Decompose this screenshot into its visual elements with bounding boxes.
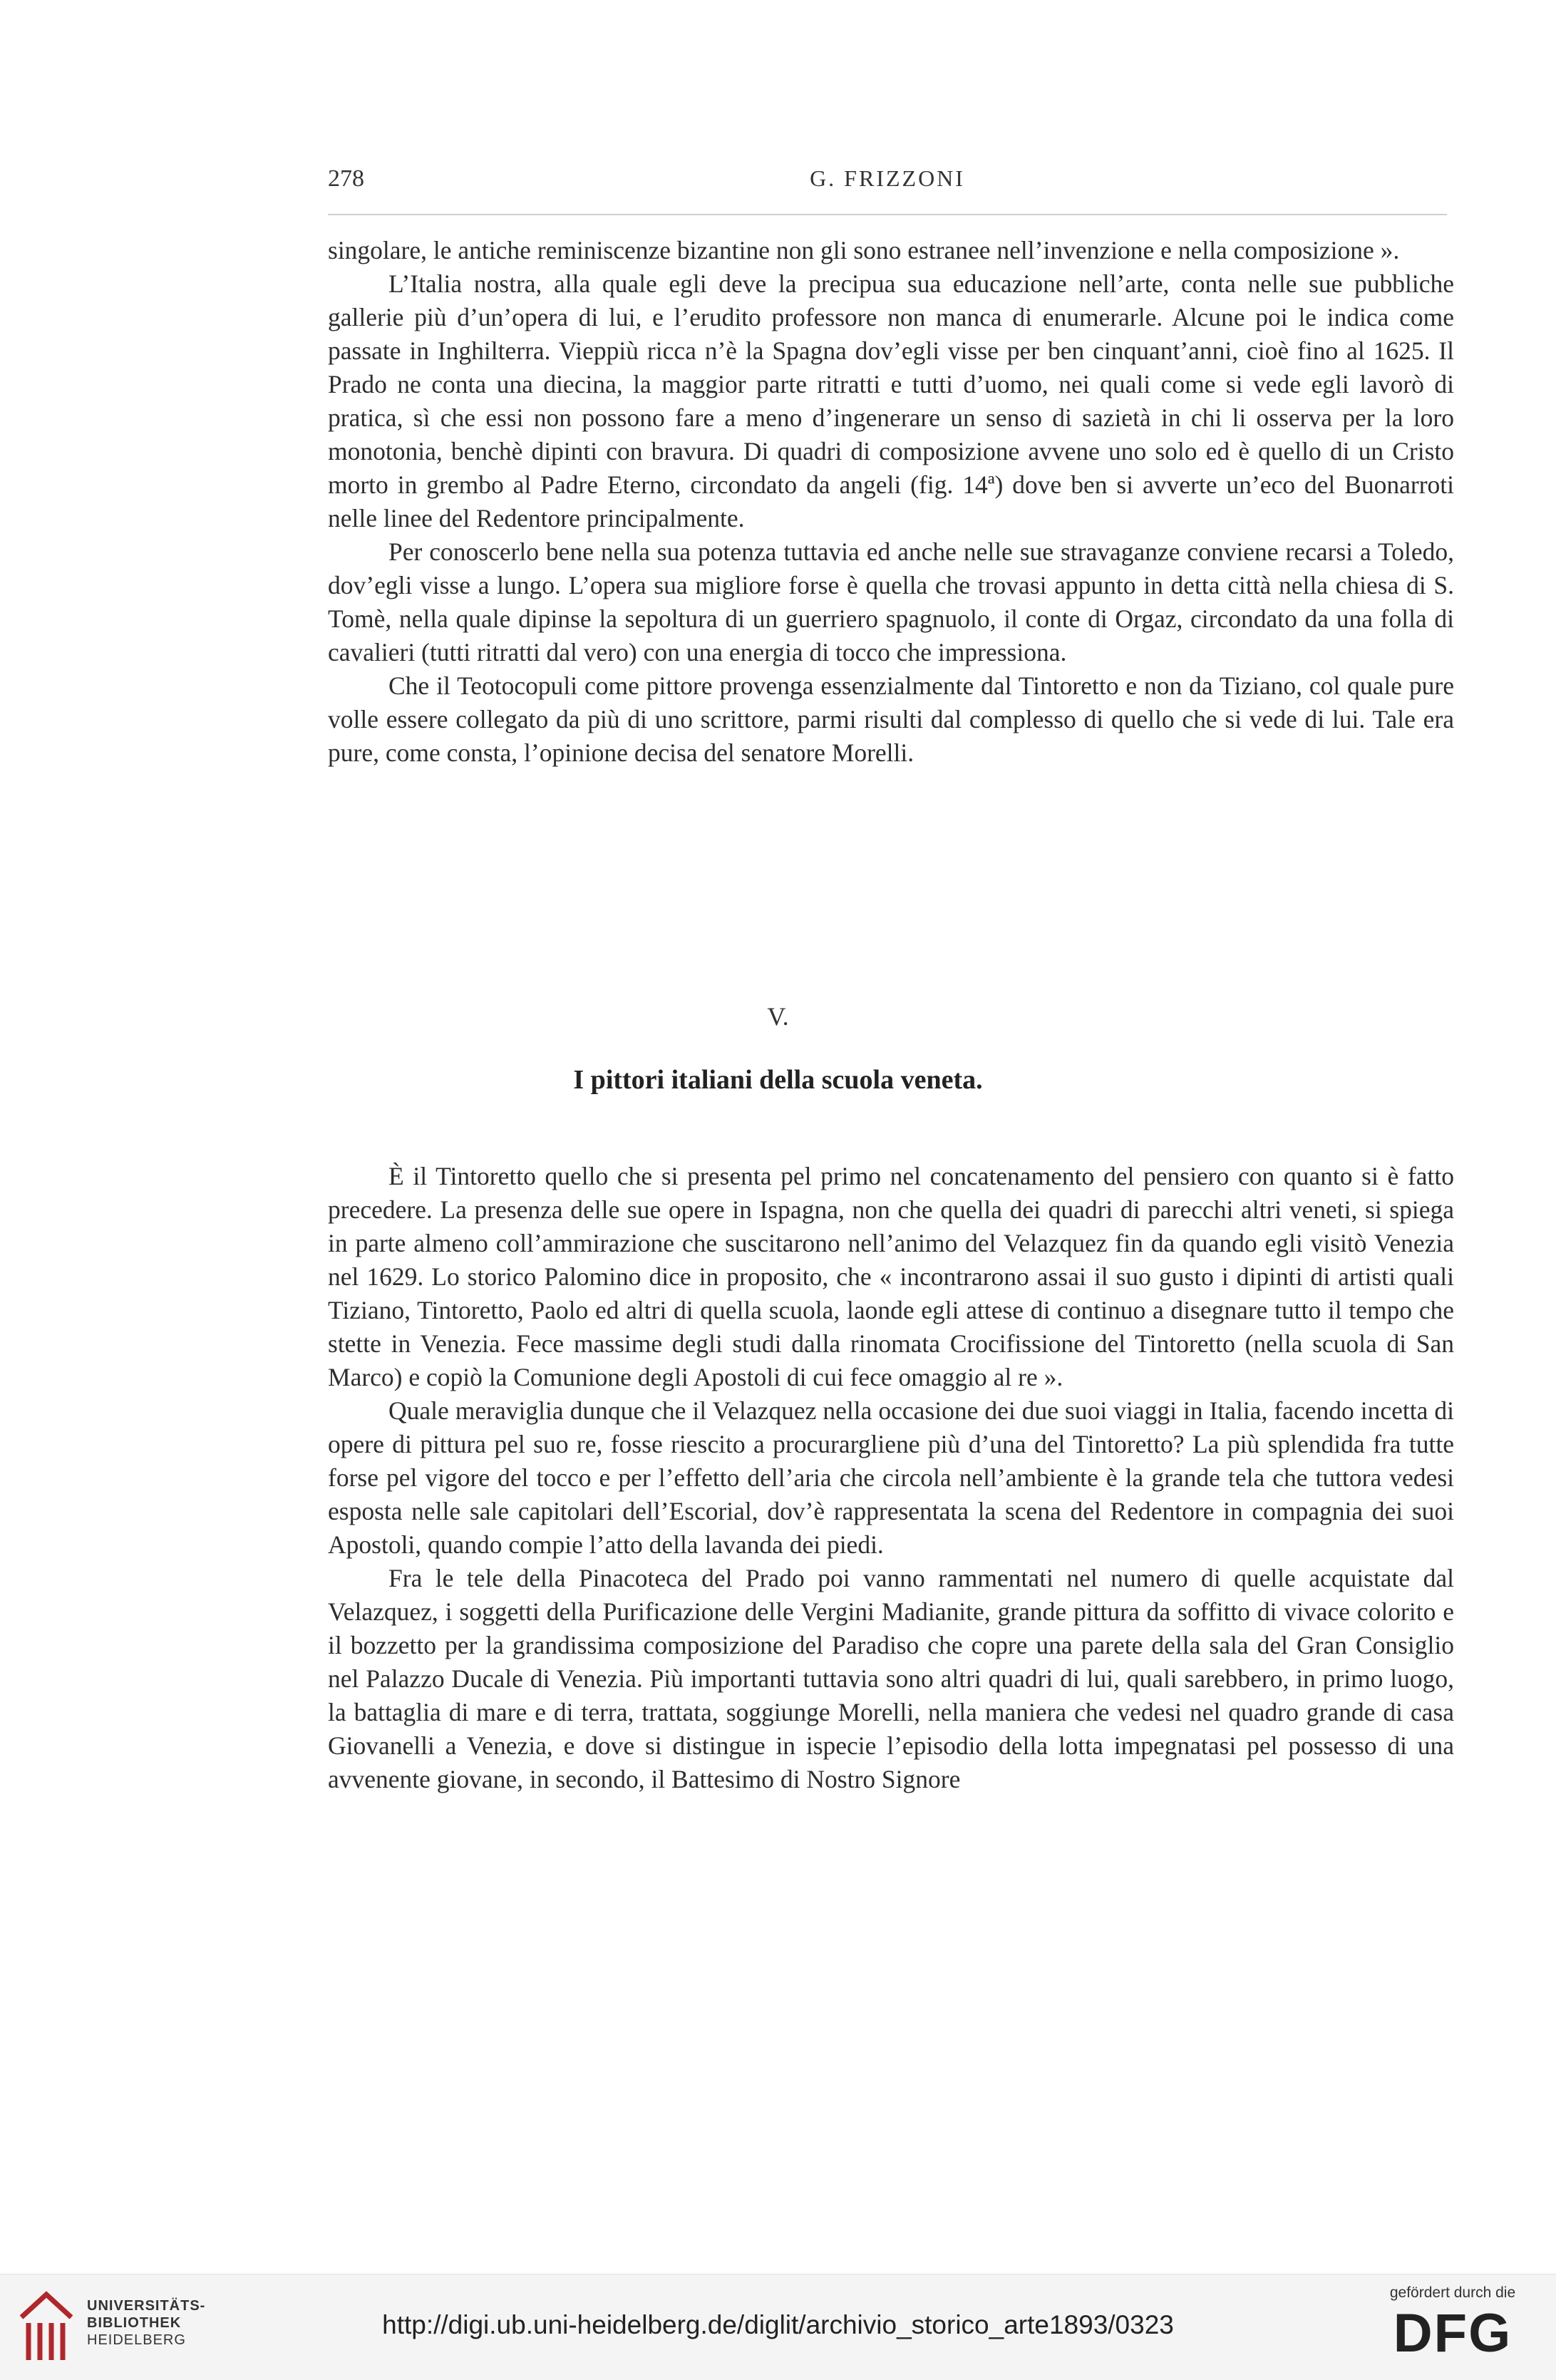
library-name-line: HEIDELBERG [87, 2332, 186, 2348]
source-url-link[interactable]: http://digi.ub.uni-heidelberg.de/diglit/archivio_storico_arte1893/0323 [382, 2310, 1174, 2339]
paragraph: Quale meraviglia dunque che il Velazquez nella occasione dei due suoi viaggi in Italia, facendo incetta di opere di pittura pel suo re, fosse riescito a procurargliene più d’una del Tintoretto? La più splendida fra tutte forse pel vigore del tocco e per l’effetto dell’aria che circola nell’ambiente è la grande tela che tuttora vedesi esposta nelle sale capitolari dell’Escorial, dov’è rappresentata la scena del Redentore in compagnia dei suoi Apostoli, quando compie l’atto della lavanda dei piedi. [328, 1396, 1454, 1559]
section-title: I pittori italiani della scuola veneta. [573, 1065, 983, 1095]
paragraph: È il Tintoretto quello che si presenta pel primo nel concatenamento del pensiero con quanto si è fatto precedere. La presenza delle sue opere in Ispagna, non che quella dei quadri di parecchi altri veneti, si spiega in parte almeno coll’ammirazione che suscitarono nell’animo del Velazquez fin da quando egli visitò Venezia nel 1629. Lo storico Palomino dice in proposito, che « incontrarono assai il suo gusto i dipinti di artisti quali Tiziano, Tintoretto, Paolo ed altri di quella scuola, laonde egli attese di continuo a disegnare tutto il tempo che stette in Venezia. Fece massime degli studi dalla rinomata Crocifissione del Tintoretto (nella scuola di San Marco) e copiò la Comunione degli Apostoli di cui fece omaggio al re ». [328, 1162, 1454, 1391]
running-title: G. FRIZZONI [810, 165, 965, 191]
header-rule [328, 214, 1447, 215]
paragraph: Fra le tele della Pinacoteca del Prado poi vanno rammentati nel numero di quelle acquistate dal Velazquez, i soggetti della Purificazione delle Vergini Madianite, grande pittura da soffitto di vivace colorito e il bozzetto per la grandissima composizione del Paradiso che copre una parete della sala del Gran Consiglio nel Palazzo Ducale di Venezia. Più importanti tuttavia sono altri quadri di lui, quali sarebbero, in primo luogo, la battaglia di mare e di terra, trattata, soggiunge Morelli, nella maniera che vedesi nel quadro grande di casa Giovanelli a Venezia, e dove si distingue in ispecie l’episodio della lotta impegnatasi pel possesso di una avvenente giovane, in secondo, il Battesimo di Nostro Signore [328, 1564, 1454, 1793]
library-name-line: UNIVERSITÄTS- [87, 2298, 206, 2314]
library-name-line: BIBLIOTHEK [87, 2315, 182, 2331]
page-header [328, 165, 1447, 208]
paragraph: Che il Teotocopuli come pittore provenga essenzialmente dal Tintoretto e non da Tiziano, col quale pure volle essere collegato da più di uno scrittore, parmi risulti dal complesso di quello che si vede di lui. Tale era pure, come consta, l’opinione decisa del senatore Morelli. [328, 671, 1454, 767]
funding-notice [1371, 2284, 1535, 2366]
funding-label: gefördert durch die [1389, 2284, 1516, 2301]
paragraph: L’Italia nostra, alla quale egli deve la precipua sua educazione nell’arte, conta nelle sue pubbliche gallerie più d’un’opera di lui, e l’erudito professore non manca di enumerarle. Alcune poi le indica come passate in Inghilterra. Vieppiù ricca n’è la Spagna dov’egli visse per ben cinquant’anni, cioè fino al 1625. Il Prado ne conta una diecina, la maggior parte ritratti e tutti d’uomo, nei quali come si vede egli lavorò di pratica, sì che essi non possono fare a meno d’ingenerare un senso di sazietà in chi li osserva per la loro monotonia, benchè dipinti con bravura. Di quadri di composizione avvene uno solo ed è quello di un Cristo morto in grembo al Padre Eterno, circondato da angeli (fig. 14ª) dove ben si avverte un’eco del Buonarroti nelle linee del Redentore principalmente. [328, 269, 1454, 532]
dfg-logo: DFG [1393, 2303, 1513, 2364]
paragraph: singolare, le antiche reminiscenze bizantine non gli sono estranee nell’invenzione e nella composizione ». [328, 236, 1400, 264]
page-number: 278 [328, 165, 364, 192]
section-number: V. [767, 1002, 789, 1031]
paragraph: Per conoscerlo bene nella sua potenza tuttavia ed anche nelle sue stravaganze conviene recarsi a Toledo, dov’egli visse a lungo. L’opera sua migliore forse è quella che trovasi appunto in detta città nella chiesa di S. Tomè, nella quale dipinse la sepoltura di un guerriero spagnuolo, il conte di Orgaz, circondato da una folla di cavalieri (tutti ritratti dal vero) con una energia di tocco che impressiona. [328, 537, 1454, 666]
body-text-block-1 [328, 234, 1454, 770]
digitization-footer [0, 2274, 1556, 2380]
body-text-block-2 [328, 1160, 1454, 1796]
